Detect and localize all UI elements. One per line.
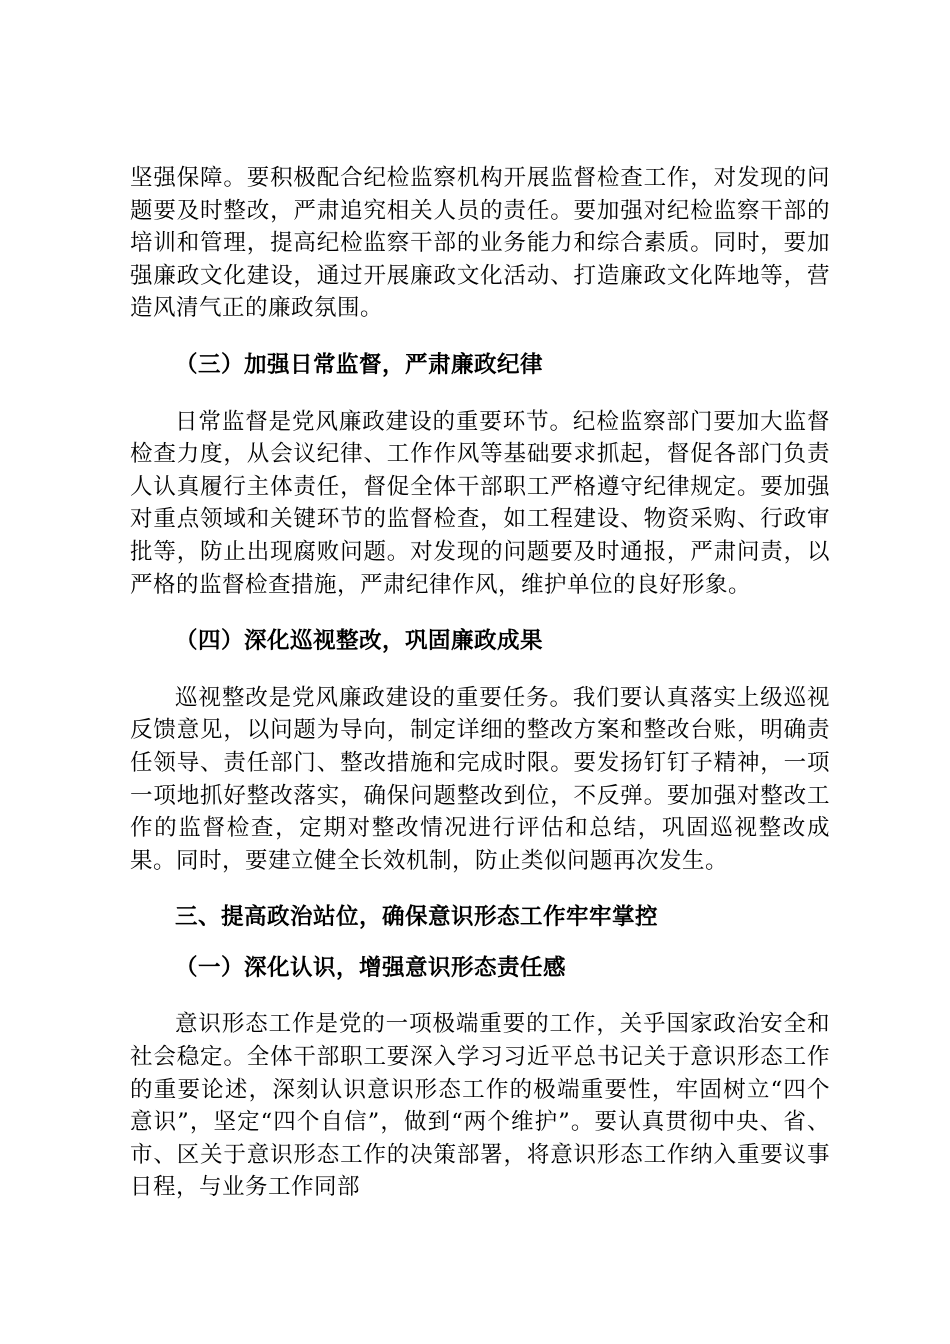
paragraph-inspection-rectification: 巡视整改是党风廉政建设的重要任务。我们要认真落实上级巡视反馈意见，以问题为导向，制定详细的整改方案和整改台账，明确责任领导、责任部门、整改措施和完成时限。要发扬钉钉子精神，一项一项地抓好整改落实，确保问题整改到位，不反弹。要加强对整改工作的监督检查，定期对整改情况进行评估和总结，巩固巡视整改成果。同时，要建立健全长效机制，防止类似问题再次发生。 <box>130 684 830 874</box>
section-heading-ideology: 三、提高政治站位，确保意识形态工作牢牢掌控 <box>175 904 659 931</box>
paragraph-ideology-work: 意识形态工作是党的一项极端重要的工作，关乎国家政治安全和社会稳定。全体干部职工要深入学习习近平总书记关于意识形态工作的重要论述，深刻认识意识形态工作的极端重要性，牢固树立“四个意识”，坚定“四个自信”，做到“两个维护”。要认真贯彻中央、省、市、区关于意识形态工作的决策部署，将意识形态工作纳入重要议事日程，与业务工作同部 <box>130 1011 830 1201</box>
paragraph-continuation: 坚强保障。要积极配合纪检监察机构开展监督检查工作，对发现的问题要及时整改，严肃追究相关人员的责任。要加强对纪检监察干部的培训和管理，提高纪检监察干部的业务能力和综合素质。同时，要加强廉政文化建设，通过开展廉政文化活动、打造廉政文化阵地等，营造风清气正的廉政氛围。 <box>130 165 830 322</box>
document-page <box>130 162 830 1204</box>
subheading-strengthen-supervision: （三）加强日常监督，严肃廉政纪律 <box>175 351 544 378</box>
paragraph-daily-supervision: 日常监督是党风廉政建设的重要环节。纪检监察部门要加大监督检查力度，从会议纪律、工作作风等基础要求抓起，督促各部门负责人认真履行主体责任，督促全体干部职工严格遵守纪律规定。要加强对重点领域和关键环节的监督检查，如工程建设、物资采购、行政审批等，防止出现腐败问题。对发现的问题要及时通报，严肃问责，以严格的监督检查措施，严肃纪律作风，维护单位的良好形象。 <box>130 408 830 598</box>
subheading-inspection-rectification: （四）深化巡视整改，巩固廉政成果 <box>175 628 544 655</box>
subheading-deepen-understanding: （一）深化认识，增强意识形态责任感 <box>175 954 567 981</box>
